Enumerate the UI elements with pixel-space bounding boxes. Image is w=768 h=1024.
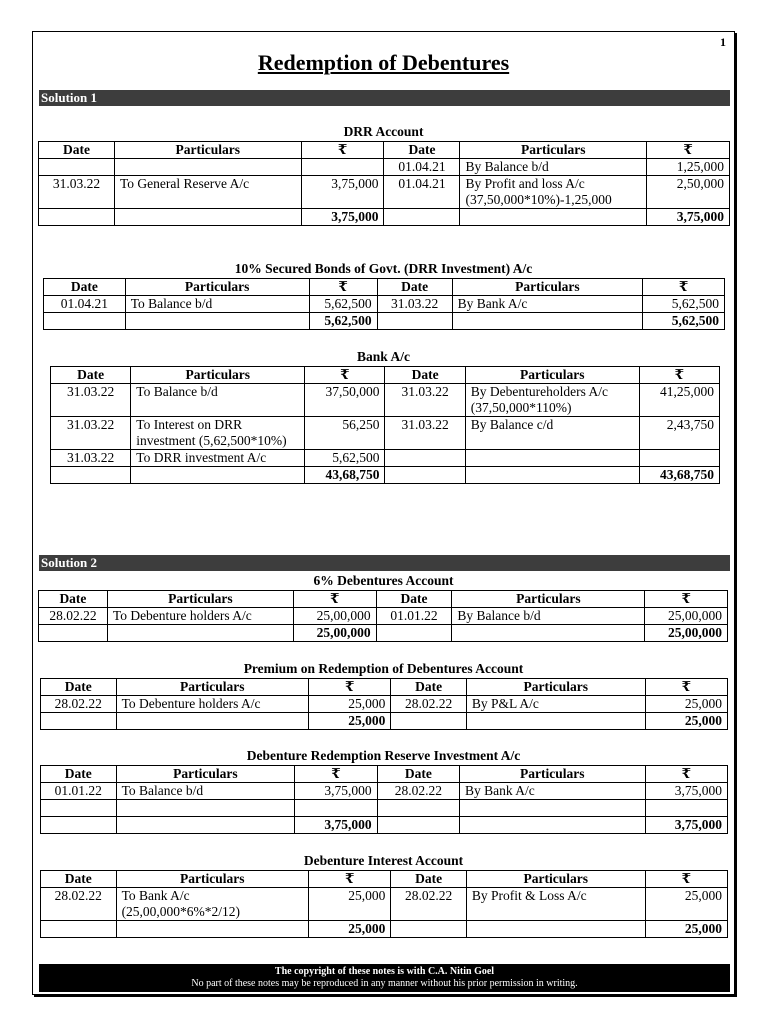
ledger-cell — [51, 467, 131, 484]
total-left: 43,68,750 — [305, 467, 385, 484]
header-date: Date — [44, 279, 126, 296]
total-left: 25,000 — [308, 921, 390, 938]
ledger-row — [39, 608, 728, 625]
ledger-cell: 01.04.21 — [384, 159, 460, 176]
header-amount: ₹ — [639, 367, 719, 384]
ledger-row — [39, 176, 730, 209]
ledger-cell — [44, 313, 126, 330]
ledger-cell: 37,50,000 — [305, 384, 385, 417]
header-particulars: Particulars — [466, 679, 645, 696]
ledger-total-row — [41, 921, 728, 938]
premium-ledger — [40, 678, 728, 730]
bonds-ledger — [43, 278, 725, 330]
ledger-cell — [466, 713, 645, 730]
ledger-cell: 31.03.22 — [377, 296, 452, 313]
ledger-row — [44, 296, 725, 313]
interest-caption: Debenture Interest Account — [303, 853, 464, 868]
ledger-cell: 5,62,500 — [305, 450, 385, 467]
header-amount: ₹ — [645, 591, 728, 608]
ledger-cell — [460, 209, 647, 226]
ledger-cell: 3,75,000 — [645, 783, 727, 800]
ledger-cell — [645, 800, 727, 817]
ledger-cell — [41, 800, 117, 817]
total-left: 25,000 — [308, 713, 390, 730]
header-date: Date — [41, 679, 117, 696]
ledger-cell — [41, 817, 117, 834]
header-amount: ₹ — [645, 871, 727, 888]
ledger-cell: 31.03.22 — [39, 176, 115, 209]
header-amount: ₹ — [308, 871, 390, 888]
ledger-cell: 31.03.22 — [51, 417, 131, 450]
header-particulars: Particulars — [452, 591, 645, 608]
ledger-cell — [115, 209, 302, 226]
ledger-cell — [116, 713, 308, 730]
ledger-cell: To Debenture holders A/c — [107, 608, 293, 625]
ledger-cell: 28.02.22 — [391, 888, 467, 921]
page-frame — [32, 31, 735, 995]
ledger-total-row — [44, 313, 725, 330]
drri-ledger — [40, 765, 728, 834]
ledger-cell: By Balance c/d — [465, 417, 639, 450]
ledger-cell: 01.04.21 — [384, 176, 460, 209]
total-left: 25,00,000 — [293, 625, 376, 642]
ledger-header-row — [51, 367, 720, 384]
ledger-cell — [639, 450, 719, 467]
bank-ledger — [50, 366, 720, 484]
header-date: Date — [377, 279, 452, 296]
ledger-cell — [107, 625, 293, 642]
header-date: Date — [384, 142, 460, 159]
ledger-cell: By Bank A/c — [452, 296, 643, 313]
header-date: Date — [385, 367, 465, 384]
ledger-cell: To General Reserve A/c — [115, 176, 302, 209]
ledger-cell — [301, 159, 384, 176]
ledger-cell: 41,25,000 — [639, 384, 719, 417]
ledger-cell — [115, 159, 302, 176]
ledger-header-row — [41, 871, 728, 888]
ledger-cell: 25,00,000 — [645, 608, 728, 625]
header-amount: ₹ — [309, 279, 377, 296]
total-left: 3,75,000 — [301, 209, 384, 226]
header-particulars: Particulars — [460, 142, 647, 159]
ledger-cell — [131, 467, 305, 484]
header-particulars: Particulars — [131, 367, 305, 384]
ledger-cell — [391, 921, 467, 938]
ledger-cell: By Balance b/d — [452, 608, 645, 625]
drri-caption: Debenture Redemption Reserve Investment A/c — [246, 748, 521, 763]
ledger-row — [51, 417, 720, 450]
ledger-cell: 25,000 — [308, 888, 390, 921]
ledger-cell: To Interest on DRR investment (5,62,500*10%) — [131, 417, 305, 450]
ledger-cell: By Debentureholders A/c (37,50,000*110%) — [465, 384, 639, 417]
total-right: 3,75,000 — [645, 817, 727, 834]
ledger-header-row — [44, 279, 725, 296]
copyright-footer — [39, 964, 730, 992]
total-right: 25,000 — [645, 921, 727, 938]
footer-line-1: The copyright of these notes is with C.A. Nitin Goel — [274, 966, 495, 977]
ledger-cell: 5,62,500 — [309, 296, 377, 313]
ledger-cell — [465, 450, 639, 467]
ledger-cell — [39, 209, 115, 226]
ledger-cell — [385, 467, 465, 484]
ledger-cell: 5,62,500 — [643, 296, 725, 313]
ledger-cell: 31.03.22 — [385, 384, 465, 417]
header-particulars: Particulars — [116, 679, 308, 696]
ledger-header-row — [41, 679, 728, 696]
ledger-cell: 3,75,000 — [295, 783, 377, 800]
header-date: Date — [39, 591, 108, 608]
ledger-cell: 28.02.22 — [39, 608, 108, 625]
ledger-total-row — [41, 713, 728, 730]
ledger-cell: 28.02.22 — [41, 696, 117, 713]
header-date: Date — [391, 871, 467, 888]
bank-caption: Bank A/c — [357, 349, 410, 364]
ledger-cell: By Balance b/d — [460, 159, 647, 176]
header-particulars: Particulars — [460, 766, 645, 783]
ledger-cell — [377, 313, 452, 330]
header-amount: ₹ — [645, 679, 727, 696]
debentures6-caption: 6% Debentures Account — [313, 573, 454, 588]
header-amount: ₹ — [308, 679, 390, 696]
header-particulars: Particulars — [116, 766, 295, 783]
ledger-cell — [41, 713, 117, 730]
ledger-header-row — [39, 142, 730, 159]
ledger-cell — [116, 921, 308, 938]
ledger-cell: 28.02.22 — [377, 783, 459, 800]
ledger-cell — [377, 817, 459, 834]
ledger-cell: By P&L A/c — [466, 696, 645, 713]
header-amount: ₹ — [645, 766, 727, 783]
page-number: 1 — [720, 35, 726, 49]
total-right: 25,000 — [645, 713, 727, 730]
ledger-row — [41, 888, 728, 921]
solution-2-bar: Solution 2 — [39, 555, 730, 571]
ledger-row — [51, 450, 720, 467]
header-date: Date — [41, 871, 117, 888]
ledger-cell — [384, 209, 460, 226]
premium-caption: Premium on Redemption of Debentures Account — [243, 661, 524, 676]
ledger-cell: 28.02.22 — [41, 888, 117, 921]
ledger-cell — [376, 625, 452, 642]
debentures6-ledger — [38, 590, 728, 642]
ledger-cell — [460, 800, 645, 817]
ledger-cell — [460, 817, 645, 834]
header-amount: ₹ — [293, 591, 376, 608]
drr-caption: DRR Account — [343, 124, 424, 139]
ledger-cell — [41, 921, 117, 938]
ledger-cell — [391, 713, 467, 730]
ledger-cell: 25,000 — [645, 888, 727, 921]
ledger-cell — [116, 800, 295, 817]
header-date: Date — [376, 591, 452, 608]
ledger-cell: To DRR investment A/c — [131, 450, 305, 467]
header-amount: ₹ — [647, 142, 730, 159]
header-amount: ₹ — [305, 367, 385, 384]
ledger-cell: To Balance b/d — [125, 296, 309, 313]
ledger-cell: 31.03.22 — [51, 450, 131, 467]
ledger-cell: 31.03.22 — [51, 384, 131, 417]
ledger-total-row — [41, 817, 728, 834]
header-particulars: Particulars — [116, 871, 308, 888]
ledger-cell — [385, 450, 465, 467]
ledger-cell: By Bank A/c — [460, 783, 645, 800]
header-amount: ₹ — [295, 766, 377, 783]
ledger-cell — [466, 921, 645, 938]
total-right: 3,75,000 — [647, 209, 730, 226]
total-right: 5,62,500 — [643, 313, 725, 330]
ledger-cell: To Bank A/c (25,00,000*6%*2/12) — [116, 888, 308, 921]
ledger-cell: 3,75,000 — [301, 176, 384, 209]
header-date: Date — [377, 766, 459, 783]
header-particulars: Particulars — [125, 279, 309, 296]
header-particulars: Particulars — [452, 279, 643, 296]
header-particulars: Particulars — [107, 591, 293, 608]
ledger-cell: 56,250 — [305, 417, 385, 450]
header-date: Date — [51, 367, 131, 384]
ledger-cell: To Balance b/d — [116, 783, 295, 800]
ledger-total-row — [39, 625, 728, 642]
page-title: Redemption of Debentures — [257, 50, 510, 75]
drr-ledger — [38, 141, 730, 226]
ledger-cell — [295, 800, 377, 817]
ledger-cell — [125, 313, 309, 330]
header-date: Date — [41, 766, 117, 783]
total-right: 25,00,000 — [645, 625, 728, 642]
ledger-cell: 01.01.22 — [41, 783, 117, 800]
ledger-row — [41, 696, 728, 713]
ledger-cell: By Profit and loss A/c (37,50,000*10%)-1,25,000 — [460, 176, 647, 209]
ledger-cell: 25,000 — [308, 696, 390, 713]
header-amount: ₹ — [643, 279, 725, 296]
total-left: 3,75,000 — [295, 817, 377, 834]
bonds-caption: 10% Secured Bonds of Govt. (DRR Investment) A/c — [234, 261, 533, 276]
ledger-cell — [452, 313, 643, 330]
header-amount: ₹ — [301, 142, 384, 159]
ledger-cell: 2,50,000 — [647, 176, 730, 209]
ledger-cell: 01.04.21 — [44, 296, 126, 313]
ledger-cell: To Balance b/d — [131, 384, 305, 417]
ledger-cell: 2,43,750 — [639, 417, 719, 450]
header-particulars: Particulars — [465, 367, 639, 384]
ledger-cell — [377, 800, 459, 817]
ledger-cell: 25,00,000 — [293, 608, 376, 625]
ledger-cell: By Profit & Loss A/c — [466, 888, 645, 921]
header-date: Date — [39, 142, 115, 159]
ledger-cell: 28.02.22 — [391, 696, 467, 713]
ledger-cell: 25,000 — [645, 696, 727, 713]
footer-line-2: No part of these notes may be reproduced in any manner without his prior permission in writing. — [191, 978, 578, 989]
header-particulars: Particulars — [115, 142, 302, 159]
solution-1-bar: Solution 1 — [39, 90, 730, 106]
ledger-row — [41, 800, 728, 817]
total-left: 5,62,500 — [309, 313, 377, 330]
ledger-cell — [465, 467, 639, 484]
ledger-row — [41, 783, 728, 800]
ledger-cell: 01.01.22 — [376, 608, 452, 625]
interest-ledger — [40, 870, 728, 938]
ledger-cell — [452, 625, 645, 642]
ledger-total-row — [39, 209, 730, 226]
ledger-cell: 1,25,000 — [647, 159, 730, 176]
ledger-cell: 31.03.22 — [385, 417, 465, 450]
header-date: Date — [391, 679, 467, 696]
ledger-cell — [39, 159, 115, 176]
header-particulars: Particulars — [466, 871, 645, 888]
ledger-row — [51, 384, 720, 417]
ledger-cell — [116, 817, 295, 834]
total-right: 43,68,750 — [639, 467, 719, 484]
ledger-header-row — [39, 591, 728, 608]
ledger-total-row — [51, 467, 720, 484]
ledger-cell — [39, 625, 108, 642]
ledger-cell: To Debenture holders A/c — [116, 696, 308, 713]
ledger-header-row — [41, 766, 728, 783]
ledger-row — [39, 159, 730, 176]
